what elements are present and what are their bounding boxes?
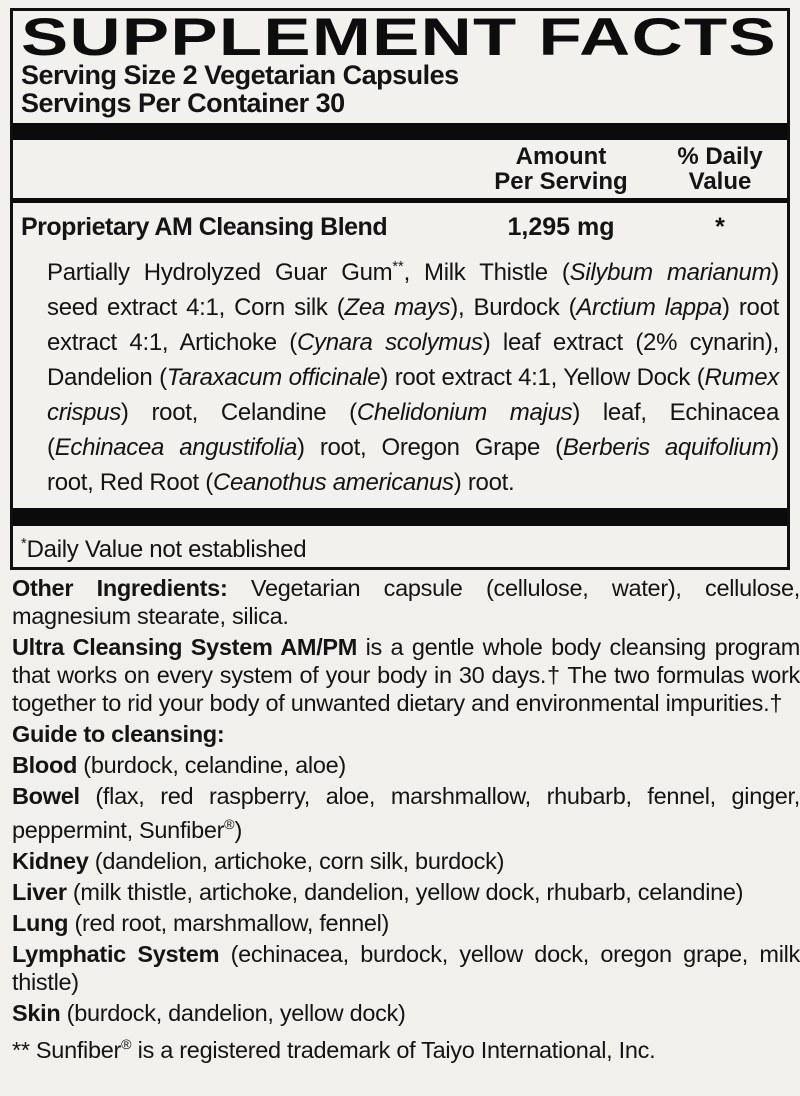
- daily-value-footnote: *Daily Value not established: [21, 536, 307, 563]
- dv-header-line1: % Daily: [677, 143, 763, 170]
- blend-name: Proprietary AM Cleansing Blend: [21, 213, 388, 241]
- ultra-cleansing-system-paragraph: Ultra Cleansing System AM/PM is a gentle whole body cleansing program that works on every system of your body in 30 days.† The two formulas work together to rid your body of unwanted dietary and environmental impurities.†: [12, 634, 800, 716]
- liver-paragraph: Liver (milk thistle, artichoke, dandelion, yellow dock, rhubarb, celandine): [12, 878, 744, 905]
- divider-bar-top: [13, 123, 787, 140]
- lymphatic-system-paragraph: Lymphatic System (echinacea, burdock, yellow dock, oregon grape, milk thistle): [12, 940, 800, 995]
- column-header-row: [21, 140, 779, 198]
- blend-daily-value: *: [715, 213, 725, 241]
- serving-size-line: Serving Size 2 Vegetarian Capsules: [21, 60, 459, 90]
- lung-paragraph: Lung (red root, marshmallow, fennel): [12, 909, 390, 936]
- servings-per-container-line: Servings Per Container 30: [21, 88, 345, 118]
- guide-to-cleansing-heading: Guide to cleansing:: [12, 721, 225, 747]
- skin-paragraph: Skin (burdock, dandelion, yellow dock): [12, 999, 406, 1026]
- info-section: [10, 574, 800, 1064]
- percent-daily-value-header: [661, 144, 779, 194]
- panel-title: [21, 15, 779, 61]
- panel-title-text: SUPPLEMENT FACTS: [21, 15, 777, 61]
- blend-row: [21, 203, 779, 242]
- amount-per-serving-header: [461, 144, 661, 194]
- dv-header-line2: Value: [688, 168, 752, 195]
- kidney-paragraph: Kidney (dandelion, artichoke, corn silk, burdock): [12, 847, 505, 874]
- blend-amount: 1,295 mg: [507, 213, 615, 241]
- supplement-facts-panel: [10, 8, 790, 570]
- other-ingredients-paragraph: Other Ingredients: Vegetarian capsule (cellulose, water), cellulose, magnesium stearate, silica.: [12, 575, 800, 629]
- sunfiber-trademark-paragraph: ** Sunfiber® is a registered trademark of Taiyo International, Inc.: [12, 1035, 656, 1063]
- amount-header-line2: Per Serving: [494, 168, 628, 195]
- divider-bar-bottom: [13, 508, 787, 526]
- bowel-paragraph: Bowel (flax, red raspberry, aloe, marshmallow, rhubarb, fennel, ginger, peppermint, Sunfiber®): [12, 783, 800, 843]
- blood-paragraph: Blood (burdock, celandine, aloe): [12, 752, 346, 778]
- blend-ingredients-paragraph: Partially Hydrolyzed Guar Gum**, Milk Thistle (Silybum marianum) seed extract 4:1, Corn silk (Zea mays), Burdock (Arctium lappa) root extract 4:1, Artichoke (Cynara scolymus) leaf extract (2% cynarin), Dandelion (Taraxacum officinale) root extract 4:1, Yellow Dock (Rumex crispus) root, Celandine (Chelidonium majus) leaf, Echinacea (Echinacea angustifolia) root, Oregon Grape (Berberis aquifolium) root, Red Root (Ceanothus americanus) root.: [47, 259, 779, 496]
- amount-header-line1: Amount: [515, 143, 607, 170]
